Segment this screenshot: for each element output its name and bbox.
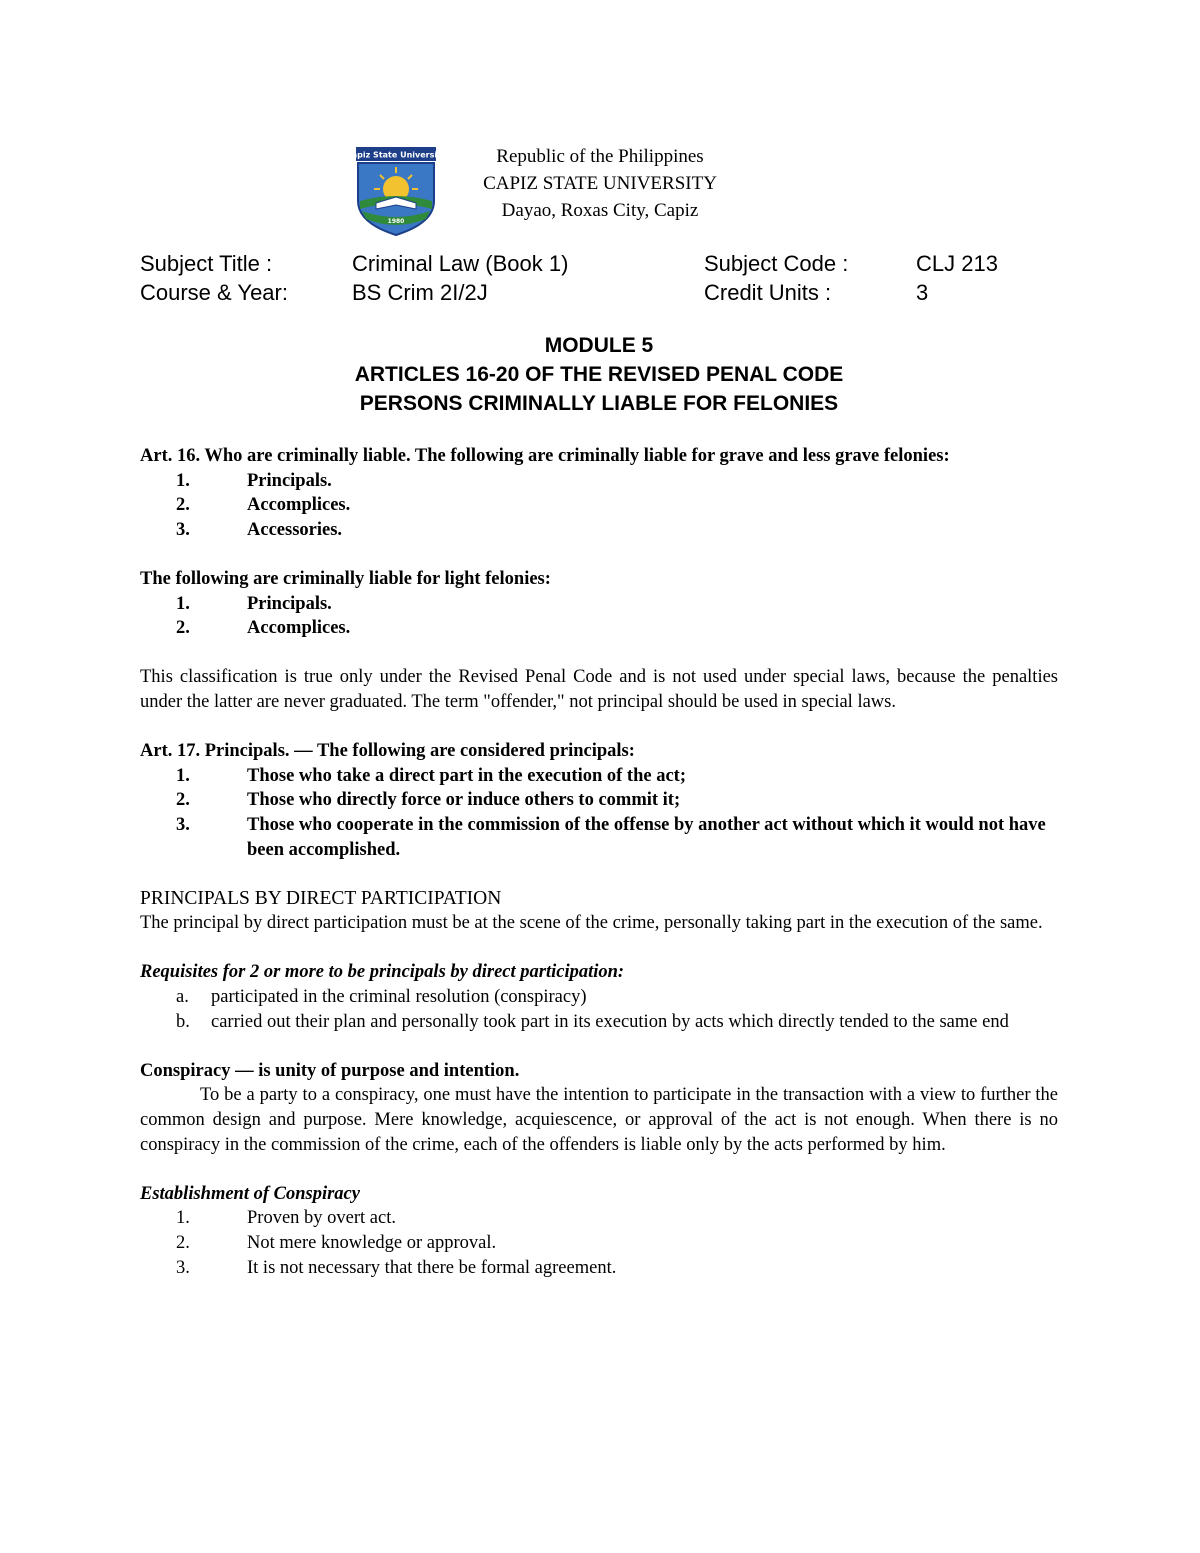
subject-code-value: CLJ 213 (916, 251, 998, 276)
logo-year: 1980 (387, 218, 405, 225)
module-number: MODULE 5 (544, 334, 654, 357)
list-item: 1. Principals. (176, 470, 332, 491)
subject-info (140, 249, 1070, 307)
list-item: 2. Not mere knowledge or approval. (176, 1233, 497, 1253)
art17-intro: Art. 17. Principals. — The following are considered principals: (140, 741, 635, 762)
direct-participation-heading: PRINCIPALS BY DIRECT PARTICIPATION (140, 887, 502, 909)
university-address: Dayao, Roxas City, Capiz (501, 200, 699, 221)
module-topic: PERSONS CRIMINALLY LIABLE FOR FELONIES (359, 392, 839, 415)
requisites-list (140, 985, 1058, 1034)
list-item: a. participated in the criminal resolution (conspiracy) (176, 987, 587, 1008)
subject-row-1 (140, 249, 1070, 278)
light-felonies-list (140, 592, 1058, 641)
principals-list (140, 764, 1058, 862)
list-item: 3. Accessories. (176, 519, 343, 540)
list-item: 3. Those who cooperate in the commission of the offense by another act without which it would not have been accomplished. (176, 814, 1046, 860)
establishment-list (140, 1206, 1058, 1280)
subject-code-label: Subject Code : (704, 251, 849, 276)
light-felonies-intro: The following are criminally liable for light felonies: (140, 568, 551, 589)
subject-title-value: Criminal Law (Book 1) (352, 251, 569, 276)
grave-felonies-list (140, 469, 1058, 543)
subject-title-label: Subject Title : (140, 251, 273, 276)
list-item: b. carried out their plan and personally took part in its execution by acts which directly tended to the same end (176, 1011, 1009, 1032)
conspiracy-heading: Conspiracy — is unity of purpose and intention. (140, 1060, 520, 1081)
logo-banner-text: Capiz State University (345, 150, 447, 160)
course-year-label: Course & Year: (140, 280, 288, 305)
module-titles (140, 331, 1058, 418)
classification-paragraph: This classification is true only under the Revised Penal Code and is not used under special laws, because the penalties under the latter are never graduated. The term "offender," not principal should be used in special laws. (140, 667, 1058, 712)
credit-units-label: Credit Units : (704, 280, 832, 305)
list-item: 2. Accomplices. (176, 618, 351, 639)
credit-units-value: 3 (916, 280, 929, 305)
republic-line: Republic of the Philippines (496, 146, 704, 167)
course-year-value: BS Crim 2I/2J (352, 280, 488, 305)
list-item: 1. Proven by overt act. (176, 1208, 396, 1229)
list-item: 3. It is not necessary that there be formal agreement. (176, 1257, 617, 1278)
list-item: 1. Those who take a direct part in the execution of the act; (176, 765, 686, 786)
letterhead (440, 143, 760, 224)
module-body (140, 444, 1058, 1280)
art16-intro: Art. 16. Who are criminally liable. The following are criminally liable for grave and less grave felonies: (140, 446, 950, 466)
requisites-heading: Requisites for 2 or more to be principals by direct participation: (140, 962, 625, 983)
list-item: 2. Accomplices. (176, 495, 351, 516)
subject-row-2 (140, 278, 1070, 307)
university-name: CAPIZ STATE UNIVERSITY (483, 173, 717, 194)
establishment-heading: Establishment of Conspiracy (140, 1183, 360, 1204)
conspiracy-text: To be a party to a conspiracy, one must have the intention to participate in the transaction with a view to further the common design and purpose. Mere knowledge, acquiescence, or approval of the act is not enough. When there is no conspiracy in the commission of the crime, each of the offenders is liable only by the acts performed by him. (140, 1085, 1058, 1155)
list-item: 2. Those who directly force or induce others to commit it; (176, 790, 681, 811)
direct-participation-text: The principal by direct participation must be at the scene of the crime, personally taking part in the execution of the same. (140, 913, 1043, 934)
list-item: 1. Principals. (176, 593, 332, 614)
module-articles: ARTICLES 16-20 OF THE REVISED PENAL CODE (354, 363, 844, 386)
university-logo (345, 143, 447, 237)
